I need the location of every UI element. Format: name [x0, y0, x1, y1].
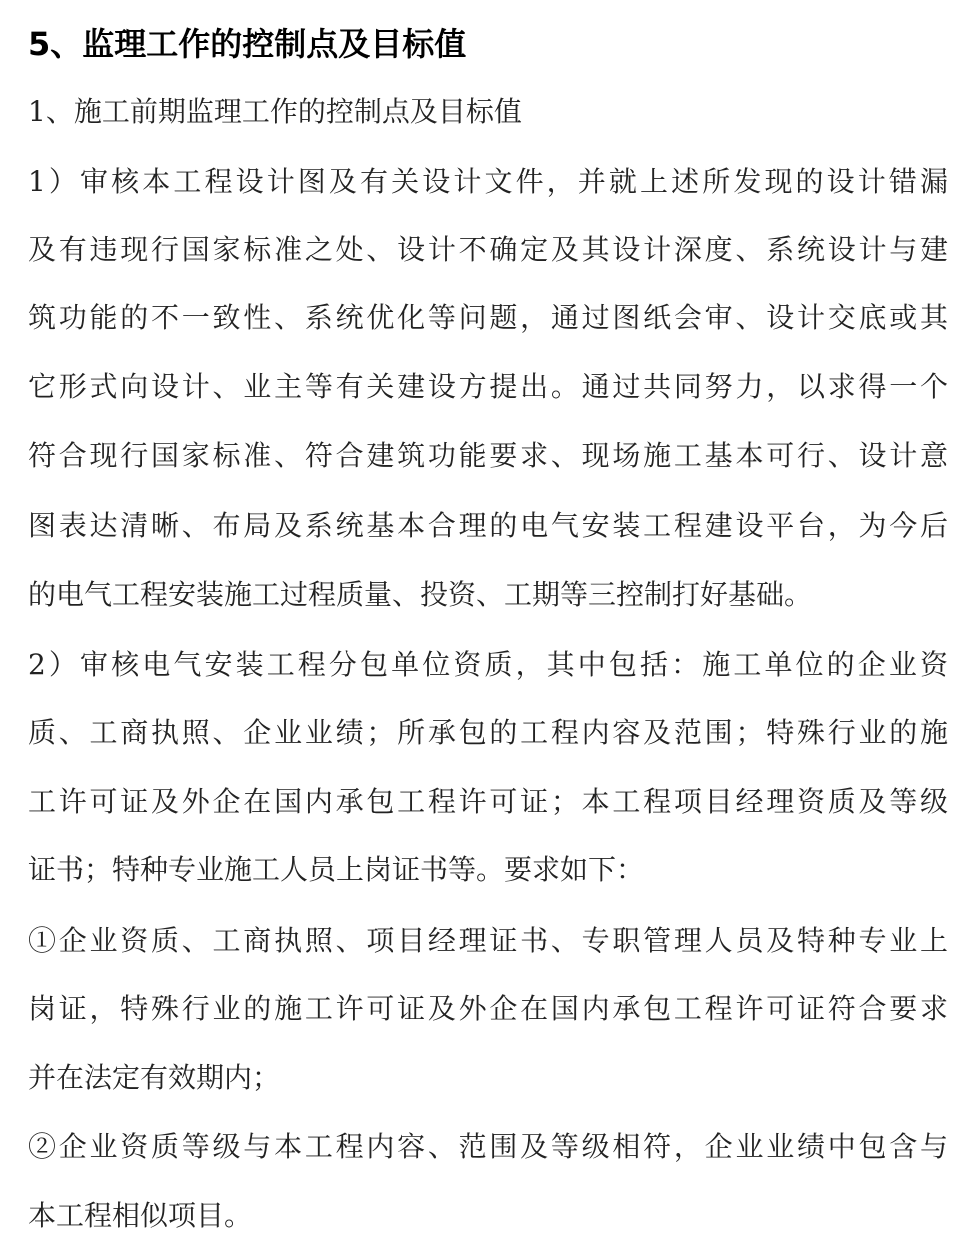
text-line: 2）审核电气安装工程分包单位资质，其中包括：施工单位的企业资 [28, 648, 948, 681]
section-heading: 5、监理工作的控制点及目标值 [28, 25, 467, 63]
text-line: 筑功能的不一致性、系统优化等问题，通过图纸会审、设计交底或其 [28, 301, 948, 334]
text-line: 1）审核本工程设计图及有关设计文件，并就上述所发现的设计错漏 [28, 165, 948, 198]
text-line: 的电气工程安装施工过程质量、投资、工期等三控制打好基础。 [28, 578, 813, 611]
text-line: 符合现行国家标准、符合建筑功能要求、现场施工基本可行、设计意 [28, 439, 948, 472]
text-line: 工许可证及外企在国内承包工程许可证；本工程项目经理资质及等级 [28, 785, 948, 818]
text-line: ①企业资质、工商执照、项目经理证书、专职管理人员及特种专业上 [28, 924, 948, 957]
text-line: 它形式向设计、业主等有关建设方提出。通过共同努力，以求得一个 [28, 370, 948, 403]
text-line: ②企业资质等级与本工程内容、范围及等级相符，企业业绩中包含与 [28, 1130, 948, 1163]
text-line: 图表达清晰、布局及系统基本合理的电气安装工程建设平台，为今后 [28, 509, 948, 542]
text-line: 证书；特种专业施工人员上岗证书等。要求如下： [28, 853, 645, 886]
text-line: 及有违现行国家标准之处、设计不确定及其设计深度、系统设计与建 [28, 233, 948, 266]
text-line: 本工程相似项目。 [28, 1199, 253, 1232]
text-line: 岗证，特殊行业的施工许可证及外企在国内承包工程许可证符合要求 [28, 992, 948, 1025]
text-line: 并在法定有效期内； [28, 1061, 281, 1094]
text-line: 质、工商执照、企业业绩；所承包的工程内容及范围；特殊行业的施 [28, 716, 948, 749]
subsection-heading: 1、施工前期监理工作的控制点及目标值 [28, 95, 522, 128]
